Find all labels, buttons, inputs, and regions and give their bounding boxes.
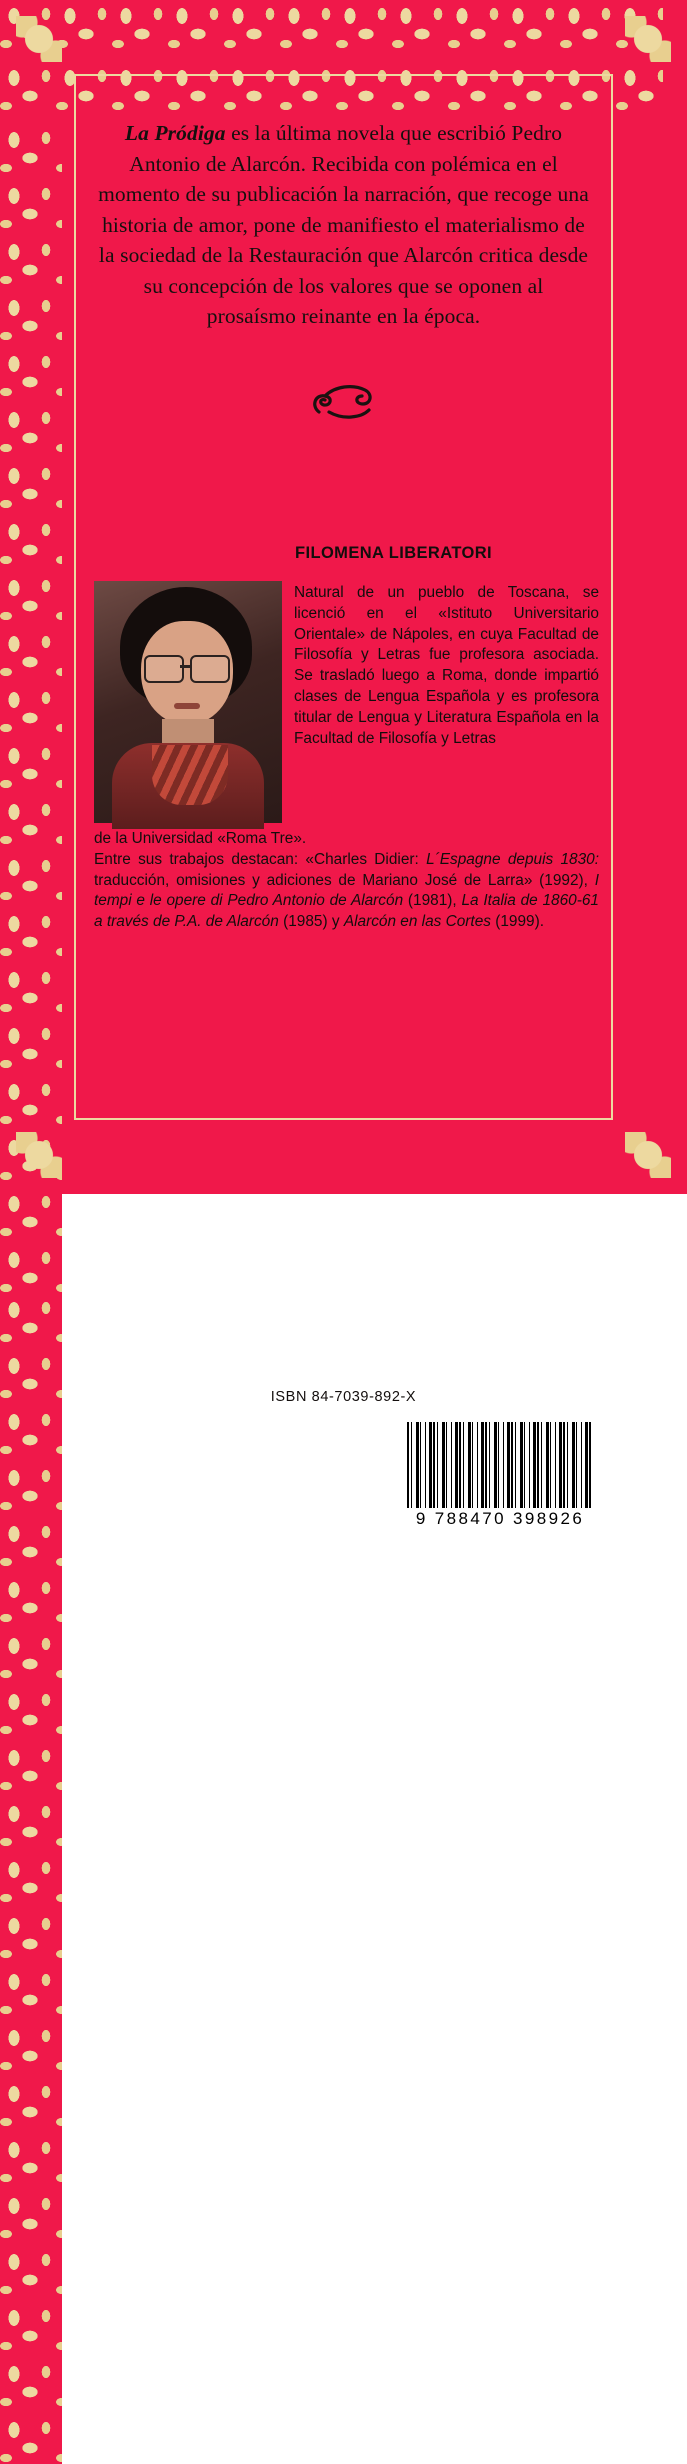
author-works-mid-2: (1981),: [403, 892, 462, 910]
author-works-mid-1: traducción, omisiones y adiciones de Mariano José de Larra» (1992),: [94, 871, 595, 889]
author-works-prefix: Entre sus trabajos destacan: «Charles Didier:: [94, 850, 427, 868]
isbn-label: ISBN 84-7039-892-X: [270, 1389, 417, 1405]
barcode-bars: [407, 1422, 593, 1508]
book-title-mention: La Pródiga: [124, 121, 226, 145]
ornamental-border-left: [0, 124, 62, 1294]
corner-ornament-top-left: [16, 16, 62, 62]
corner-ornament-bottom-left: [16, 1132, 62, 1178]
author-work-2: I tempi e le opere di Pedro Antonio de Alarcón: [94, 871, 599, 910]
author-name: FILOMENA LIBERATORI: [295, 544, 493, 562]
barcode-digits: 9 788470 398926: [415, 1509, 585, 1528]
cover-content: [88, 92, 599, 1528]
author-bio-line-1: de la Universidad «Roma Tre».: [94, 830, 307, 847]
ornamental-border-top: [0, 0, 663, 62]
corner-ornament-bottom-right: [625, 1132, 671, 1178]
author-works-suffix: (1999).: [490, 913, 545, 931]
author-bio-wide: [94, 829, 599, 933]
book-blurb-text: es la última novela que escribió Pedro Antonio de Alarcón. Recibida con polémica en el momento de su publicación la narración, que recoge una historia de amor, pone de manifiesto el materialismo de la sociedad de la Restauración que Alarcón critica desde su concepción de los valores que se oponen al prosaísmo reinante en la época.: [98, 121, 589, 329]
author-work-4: Alarcón en las Cortes: [343, 913, 491, 931]
barcode: [401, 1416, 599, 1538]
book-blurb: [88, 92, 599, 332]
author-portrait: [94, 581, 282, 823]
flourish-ornament-icon: [88, 376, 599, 431]
author-work-3: La Italia de 1860-61 a través de P.A. de Alarcón: [94, 892, 599, 931]
corner-ornament-top-right: [625, 16, 671, 62]
ornamental-border-right: [0, 1294, 62, 2464]
author-works-mid-3: (1985) y: [278, 913, 344, 931]
author-work-1: L´Espagne depuis 1830:: [426, 850, 599, 868]
author-bio-column: Natural de un pueblo de Toscana, se licenció en el «Istituto Universitario Orientale» de Nápoles, en cuya Facultad de Filosofía y Letras fue profesora asociada. Se trasladó luego a Roma, donde impartió clases de Lengua Española y es profesora titular de Lengua y Literatura Española en la Facultad de Filosofía y Letras: [294, 584, 599, 747]
